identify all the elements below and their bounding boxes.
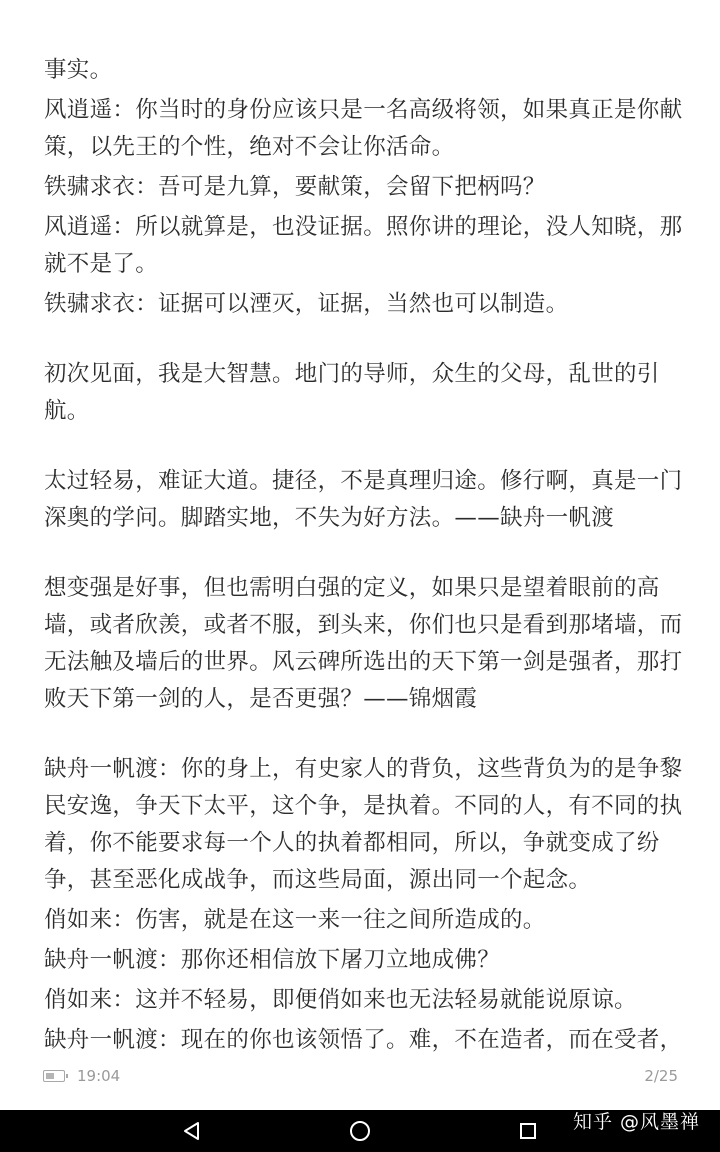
reader-status-bar [0, 1062, 720, 1094]
home-button[interactable] [330, 1110, 390, 1152]
clock-time: 19:04 [77, 1067, 121, 1085]
page-indicator: 2/25 [644, 1067, 678, 1085]
paragraph: 铁骕求衣：证据可以湮灭，证据，当然也可以制造。 [44, 291, 569, 317]
paragraph: 风逍遥：所以就算是，也没证据。照你讲的理论，没人知晓，那就不是了。 [44, 214, 683, 277]
paragraph: 俏如来：伤害，就是在这一来一往之间所造成的。 [44, 907, 546, 933]
battery-level-fill [46, 1073, 54, 1079]
paragraph: 缺舟一帆渡：现在的你也该领悟了。难，不在造者，而在受者， [44, 1027, 683, 1053]
home-circle-icon [348, 1119, 372, 1143]
paragraph: 缺舟一帆渡：那你还相信放下屠刀立地成佛？ [44, 947, 501, 973]
recent-square-icon [517, 1120, 539, 1142]
book-content [44, 52, 684, 1062]
battery-icon [43, 1070, 65, 1082]
paragraph: 俏如来：这并不轻易，即便俏如来也无法轻易就能说原谅。 [44, 987, 637, 1013]
back-triangle-icon [181, 1120, 203, 1142]
paragraph: 想变强是好事，但也需明白强的定义，如果只是望着眼前的高墙，或者欣羡，或者不服，到头来，你们也只是看到那堵墙，而无法触及墙后的世界。风云碑所选出的天下第一剑是强者，那打败天下第一剑的人，是否更强？——锦烟霞 [44, 575, 683, 712]
paragraph: 事实。 [44, 57, 113, 83]
paragraph: 风逍遥：你当时的身份应该只是一名高级将领，如果真正是你献策，以先王的个性，绝对不会让你活命。 [44, 97, 683, 160]
paragraph: 缺舟一帆渡：你的身上，有史家人的背负，这些背负为的是争黎民安逸，争天下太平，这个争，是执着。不同的人，有不同的执着，你不能要求每一个人的执着都相同，所以，争就变成了纷争，甚至恶化成战争，而这些局面，源出同一个起念。 [44, 756, 683, 893]
paragraph: 初次见面，我是大智慧。地门的导师，众生的父母，乱世的引航。 [44, 361, 660, 424]
paragraph: 太过轻易，难证大道。捷径，不是真理归途。修行啊，真是一门深奥的学问。脚踏实地，不失为好方法。——缺舟一帆渡 [44, 468, 683, 531]
recent-apps-button[interactable] [498, 1110, 558, 1152]
zhihu-watermark: 知乎 @风墨禅 [572, 1111, 700, 1133]
paragraph: 铁骕求衣：吾可是九算，要献策，会留下把柄吗？ [44, 174, 546, 200]
back-button[interactable] [162, 1110, 222, 1152]
